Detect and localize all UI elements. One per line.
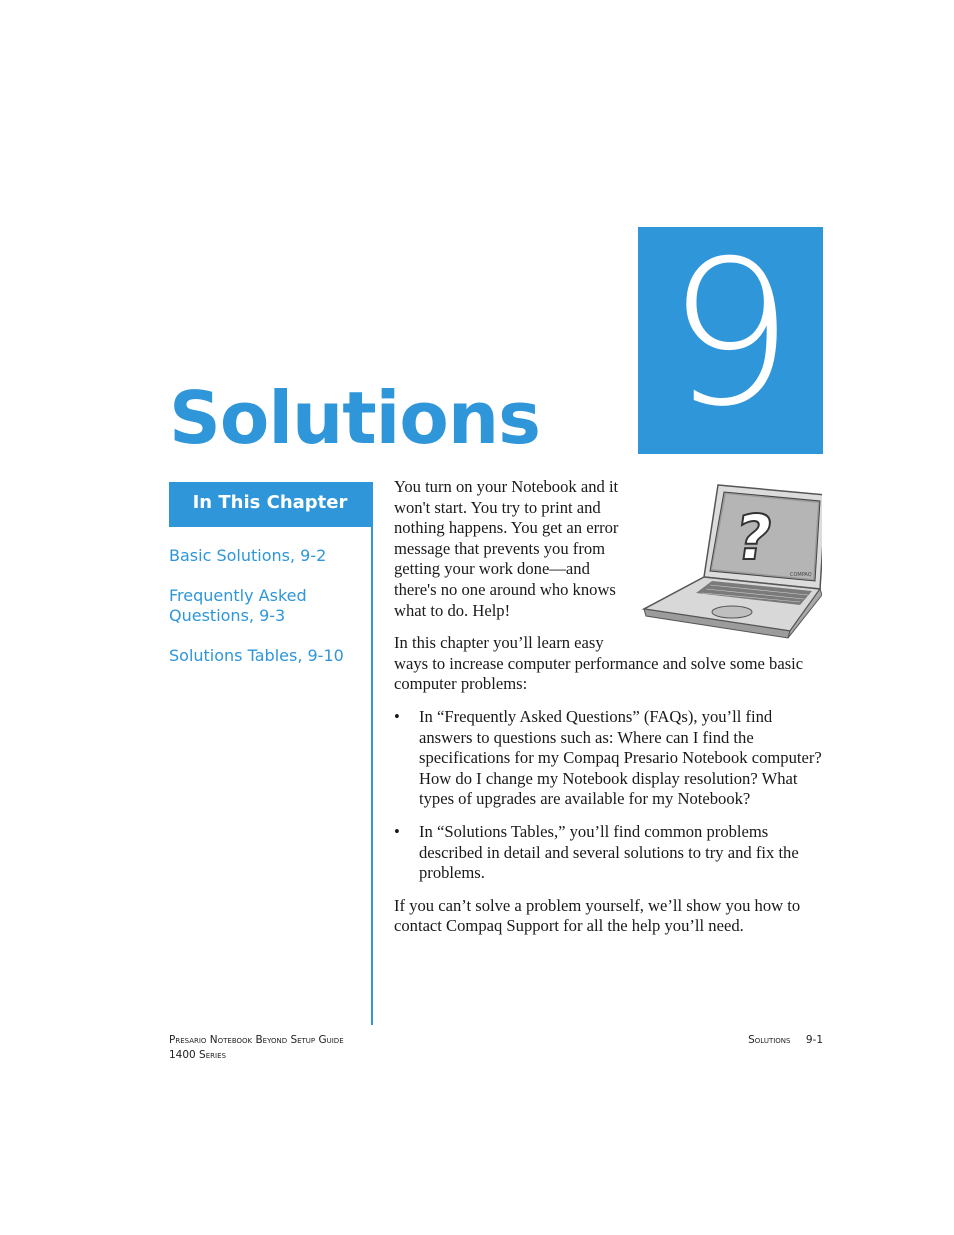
lead-paragraph: In this chapter you’ll learn easy ways to increase computer performance and solve some basic computer problems: <box>394 633 804 694</box>
footer-guide-name: Presario Notebook Beyond Setup Guide <box>169 1034 344 1046</box>
footer-section-name: Solutions <box>748 1034 791 1046</box>
toc-link-faq[interactable]: Frequently Asked Questions, 9-3 <box>169 586 307 625</box>
laptop-question-mark-icon <box>640 481 822 641</box>
bullet-faq: • In “Frequently Asked Questions” (FAQs), you’ll find answers to questions such as: Where can I find the specifications for my Compaq Presario Notebook computer? How do I change my Notebook display resolution? What types of upgrades are available for my Notebook? <box>394 707 822 810</box>
chapter-title: Solutions <box>169 376 540 460</box>
chapter-contents <box>169 546 364 686</box>
body-text <box>394 477 822 949</box>
in-this-chapter-header: In This Chapter <box>169 482 371 527</box>
chapter-number: 9 <box>666 218 795 451</box>
footer-page-number: 9-1 <box>805 1034 823 1046</box>
toc-link-solutions-tables[interactable]: Solutions Tables, 9-10 <box>169 646 344 665</box>
screen-brand-label: COMPAQ <box>790 572 812 578</box>
intro-block <box>394 477 822 707</box>
footer-book-title <box>169 1033 344 1063</box>
footer-page-info <box>748 1033 823 1048</box>
footer-series: 1400 Series <box>169 1049 226 1061</box>
svg-text:?: ? <box>730 501 778 574</box>
toc-link-basic-solutions[interactable]: Basic Solutions, 9-2 <box>169 546 327 565</box>
closing-paragraph: If you can’t solve a problem yourself, we’ll show you how to contact Compaq Support for all the help you’ll need. <box>394 895 801 936</box>
chapter-number-box <box>638 218 823 454</box>
sidebar-divider <box>371 482 373 1025</box>
bullet-solutions-tables: • In “Solutions Tables,” you’ll find common problems described in detail and several solutions to try and fix the problems. <box>394 822 822 884</box>
bullet-list <box>394 707 822 884</box>
intro-paragraph: You turn on your Notebook and it won't start. You try to print and nothing happens. You get an error message that prevents you from getting your work done—and there's no one around who knows what to do. Help! <box>394 477 619 620</box>
